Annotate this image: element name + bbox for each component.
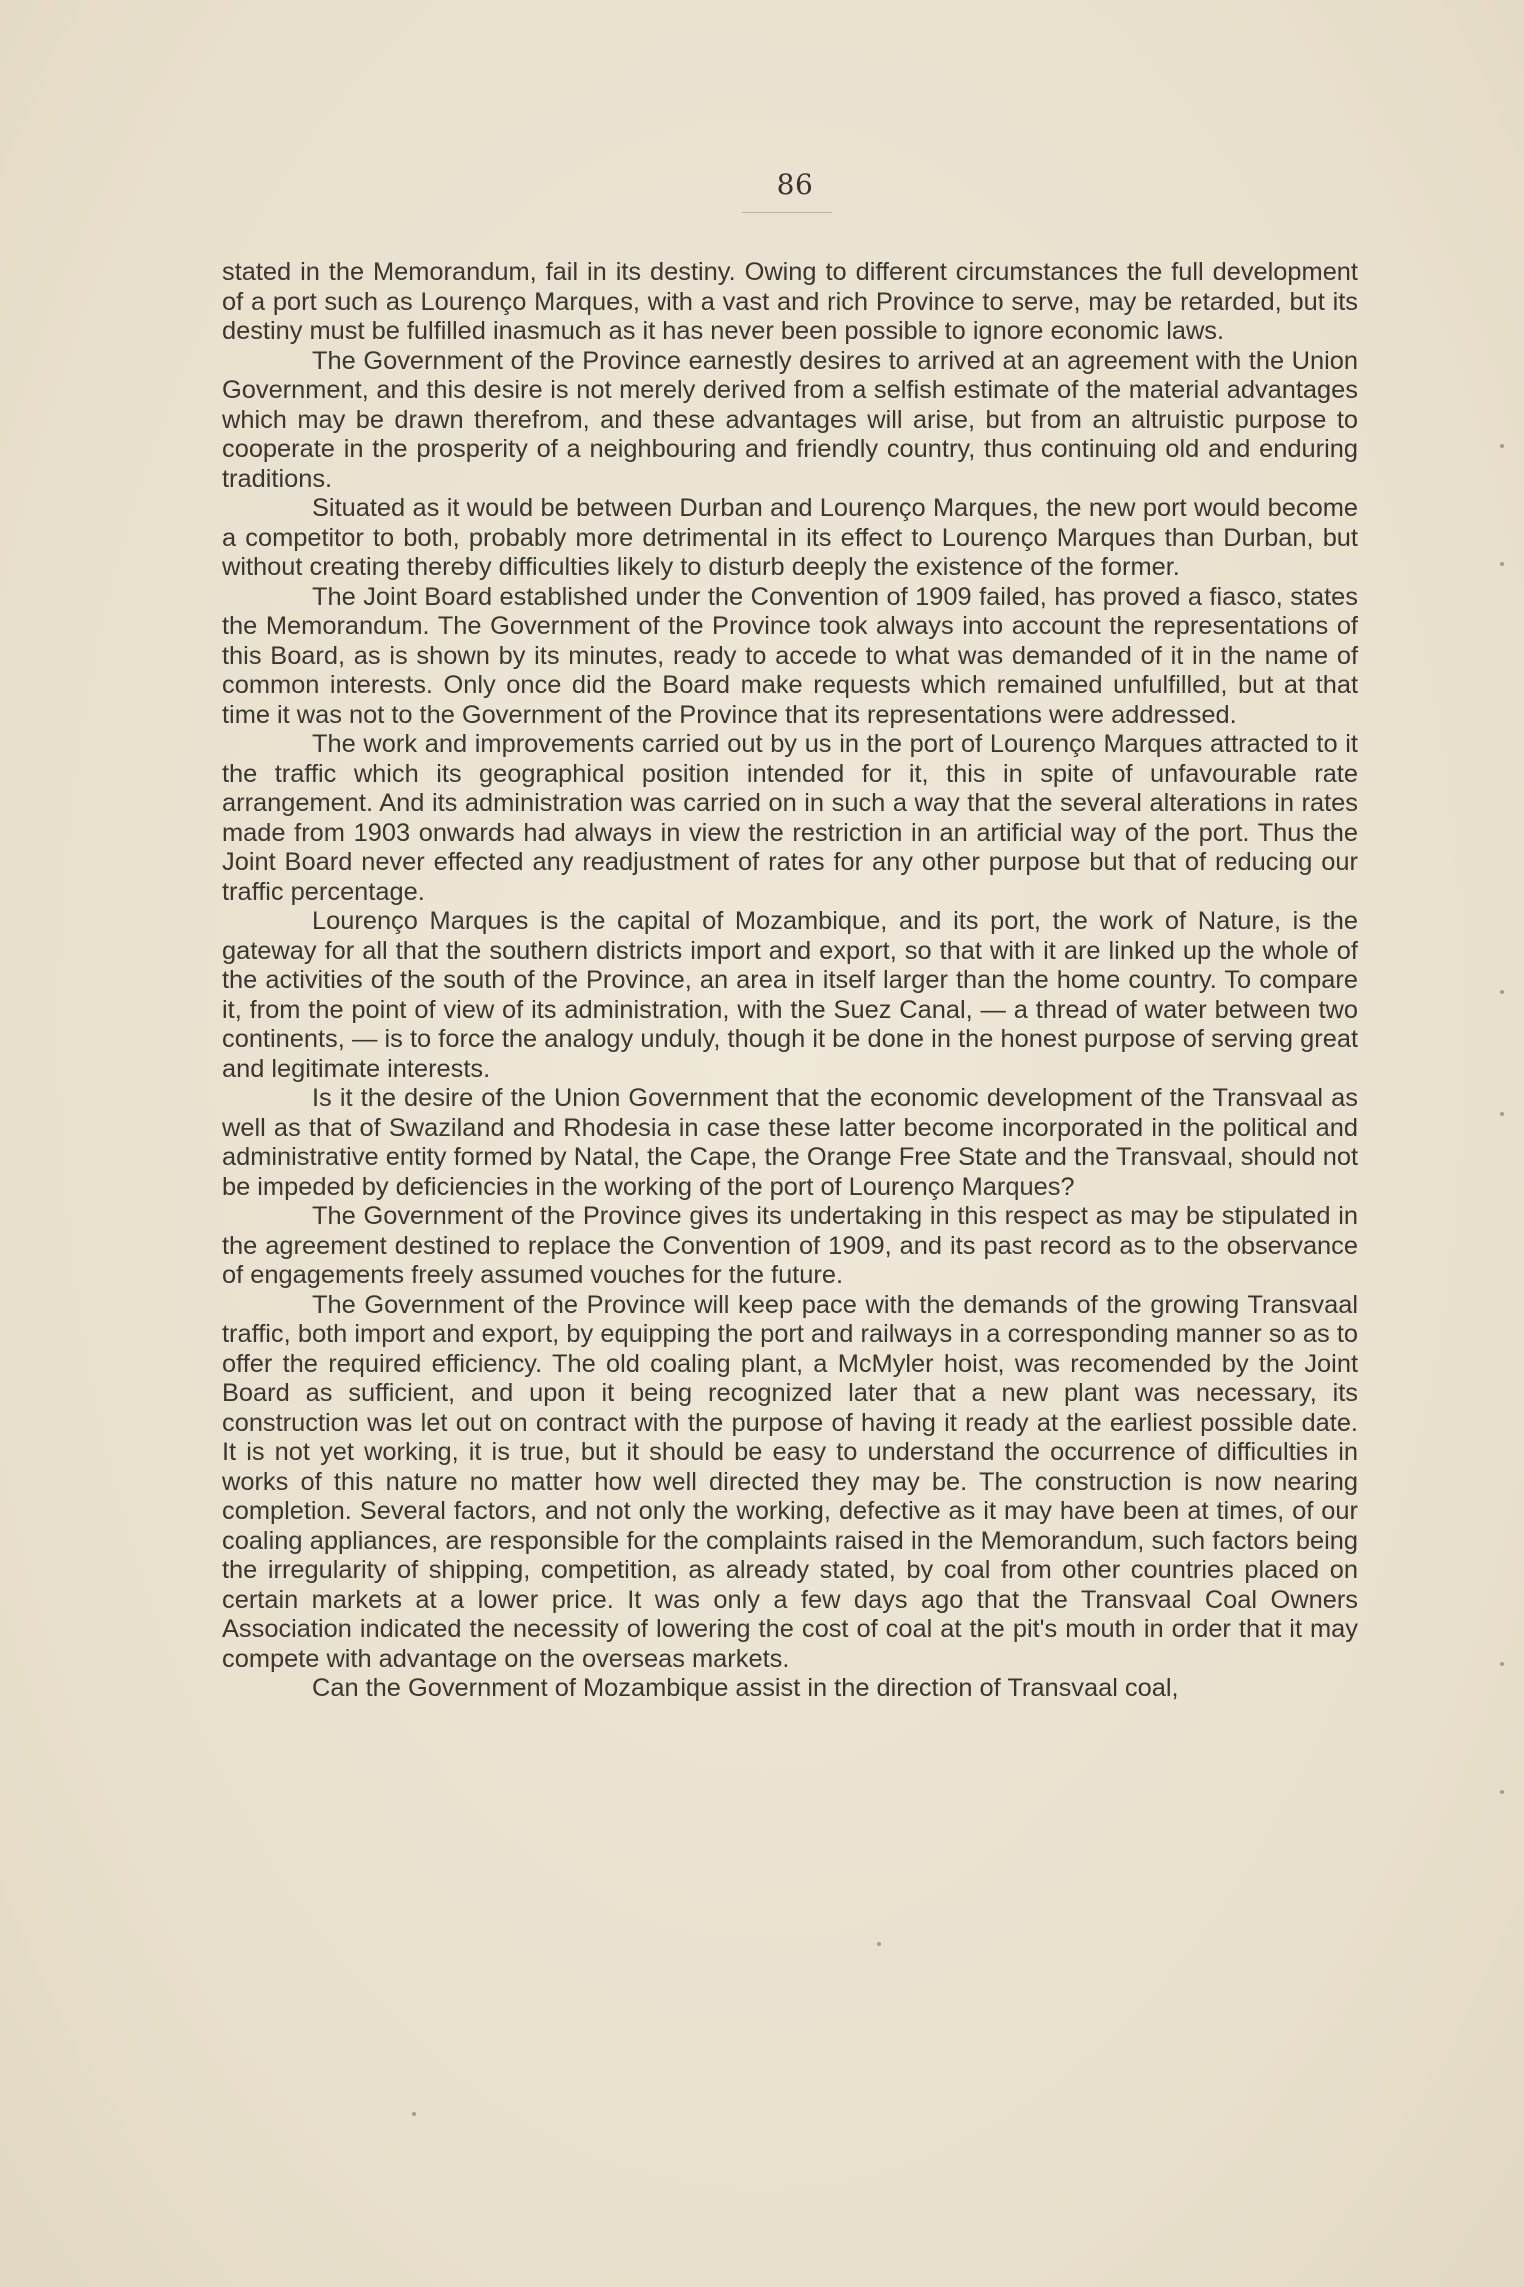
paragraph: The work and improvements carried out by us in the port of Lourenço Marques attracted to it the traffic which its geographical position intended for it, this in spite of unfavourable rate arrangement. And its administration was carried on in such a way that the several alterations in rates made from 1903 onwards had always in view the restriction in an artificial way of the port. Thus the Joint Board never effected any readjustment of rates for any other purpose but that of reducing our traffic percentage.	[222, 730, 1358, 906]
paper-speck	[1500, 444, 1504, 448]
paragraph: Lourenço Marques is the capital of Mozambique, and its port, the work of Nature, is the gateway for all that the southern districts import and export, so that with it are linked up the whole of the activities of the south of the Province, an area in itself larger than the home country. To compare it, from the point of view of its administration, with the Suez Canal, — a thread of water between two continents, — is to force the analogy unduly, though it be done in the honest purpose of serving great and legitimate interests.	[222, 907, 1358, 1083]
paragraph: stated in the Memorandum, fail in its destiny. Owing to different circumstances the full development of a port such as Lourenço Marques, with a vast and rich Province to serve, may be retarded, but its destiny must be fulfilled inasmuch as it has never been possible to ignore economic laws.	[222, 258, 1358, 345]
paper-speck	[1500, 562, 1504, 566]
paper-speck	[1500, 1112, 1504, 1116]
paper-speck	[412, 2112, 416, 2116]
body-text	[222, 258, 1358, 1704]
paper-speck	[1500, 1790, 1504, 1794]
paragraph: The Government of the Province earnestly desires to arrived at an agreement with the Union Government, and this desire is not merely derived from a selfish estimate of the material advantages which may be drawn therefrom, and these advantages will arise, but from an altruistic purpose to cooperate in the prosperity of a neighbouring and friendly country, thus continuing old and enduring traditions.	[222, 346, 1358, 493]
paper-speck	[877, 1942, 881, 1946]
page-number-rule	[742, 212, 832, 213]
paragraph: The Government of the Province will keep pace with the demands of the growing Transvaal traffic, both import and export, by equipping the port and railways in a corresponding manner so as to offer the required efficiency. The old coaling plant, a McMyler hoist, was recomended by the Joint Board as sufficient, and upon it being recognized later that a new plant was necessary, its construction was let out on contract with the purpose of having it ready at the earliest possible date. It is not yet working, it is true, but it should be easy to understand the occurrence of difficulties in works of this nature no matter how well directed they may be. The construction is now nearing completion. Several factors, and not only the working, defective as it may have been at times, of our coaling appliances, are responsible for the complaints raised in the Memorandum, such factors being the irregularity of shipping, competition, as already stated, by coal from other countries placed on certain markets at a lower price. It was only a few days ago that the Transvaal Coal Owners Association indicated the necessity of lowering the cost of coal at the pit's mouth in order that it may compete with advantage on the overseas markets.	[222, 1290, 1358, 1673]
page-number: 86	[776, 168, 814, 201]
paragraph: Can the Government of Mozambique assist in the direction of Transvaal coal,	[312, 1674, 1179, 1702]
paragraph: The Joint Board established under the Convention of 1909 failed, has proved a fiasco, states the Memorandum. The Government of the Province took always into account the representations of this Board, as is shown by its minutes, ready to accede to what was demanded of it in the name of common interests. Only once did the Board make requests which remained unfulfilled, but at that time it was not to the Government of the Province that its representations were addressed.	[222, 582, 1358, 729]
paper-speck	[1500, 1662, 1504, 1666]
paragraph: Is it the desire of the Union Government that the economic development of the Transvaal as well as that of Swaziland and Rhodesia in case these latter become incorporated in the political and administrative entity formed by Natal, the Cape, the Orange Free State and the Transvaal, should not be impeded by deficiencies in the working of the port of Lourenço Marques?	[222, 1084, 1358, 1201]
paragraph: Situated as it would be between Durban and Lourenço Marques, the new port would become a competitor to both, probably more detrimental in its effect to Lourenço Marques than Durban, but without creating thereby difficulties likely to disturb deeply the existence of the former.	[222, 494, 1358, 581]
paragraph: The Government of the Province gives its undertaking in this respect as may be stipulated in the agreement destined to replace the Convention of 1909, and its past record as to the observance of engagements freely assumed vouches for the future.	[222, 1202, 1358, 1289]
paper-speck	[1500, 990, 1504, 994]
